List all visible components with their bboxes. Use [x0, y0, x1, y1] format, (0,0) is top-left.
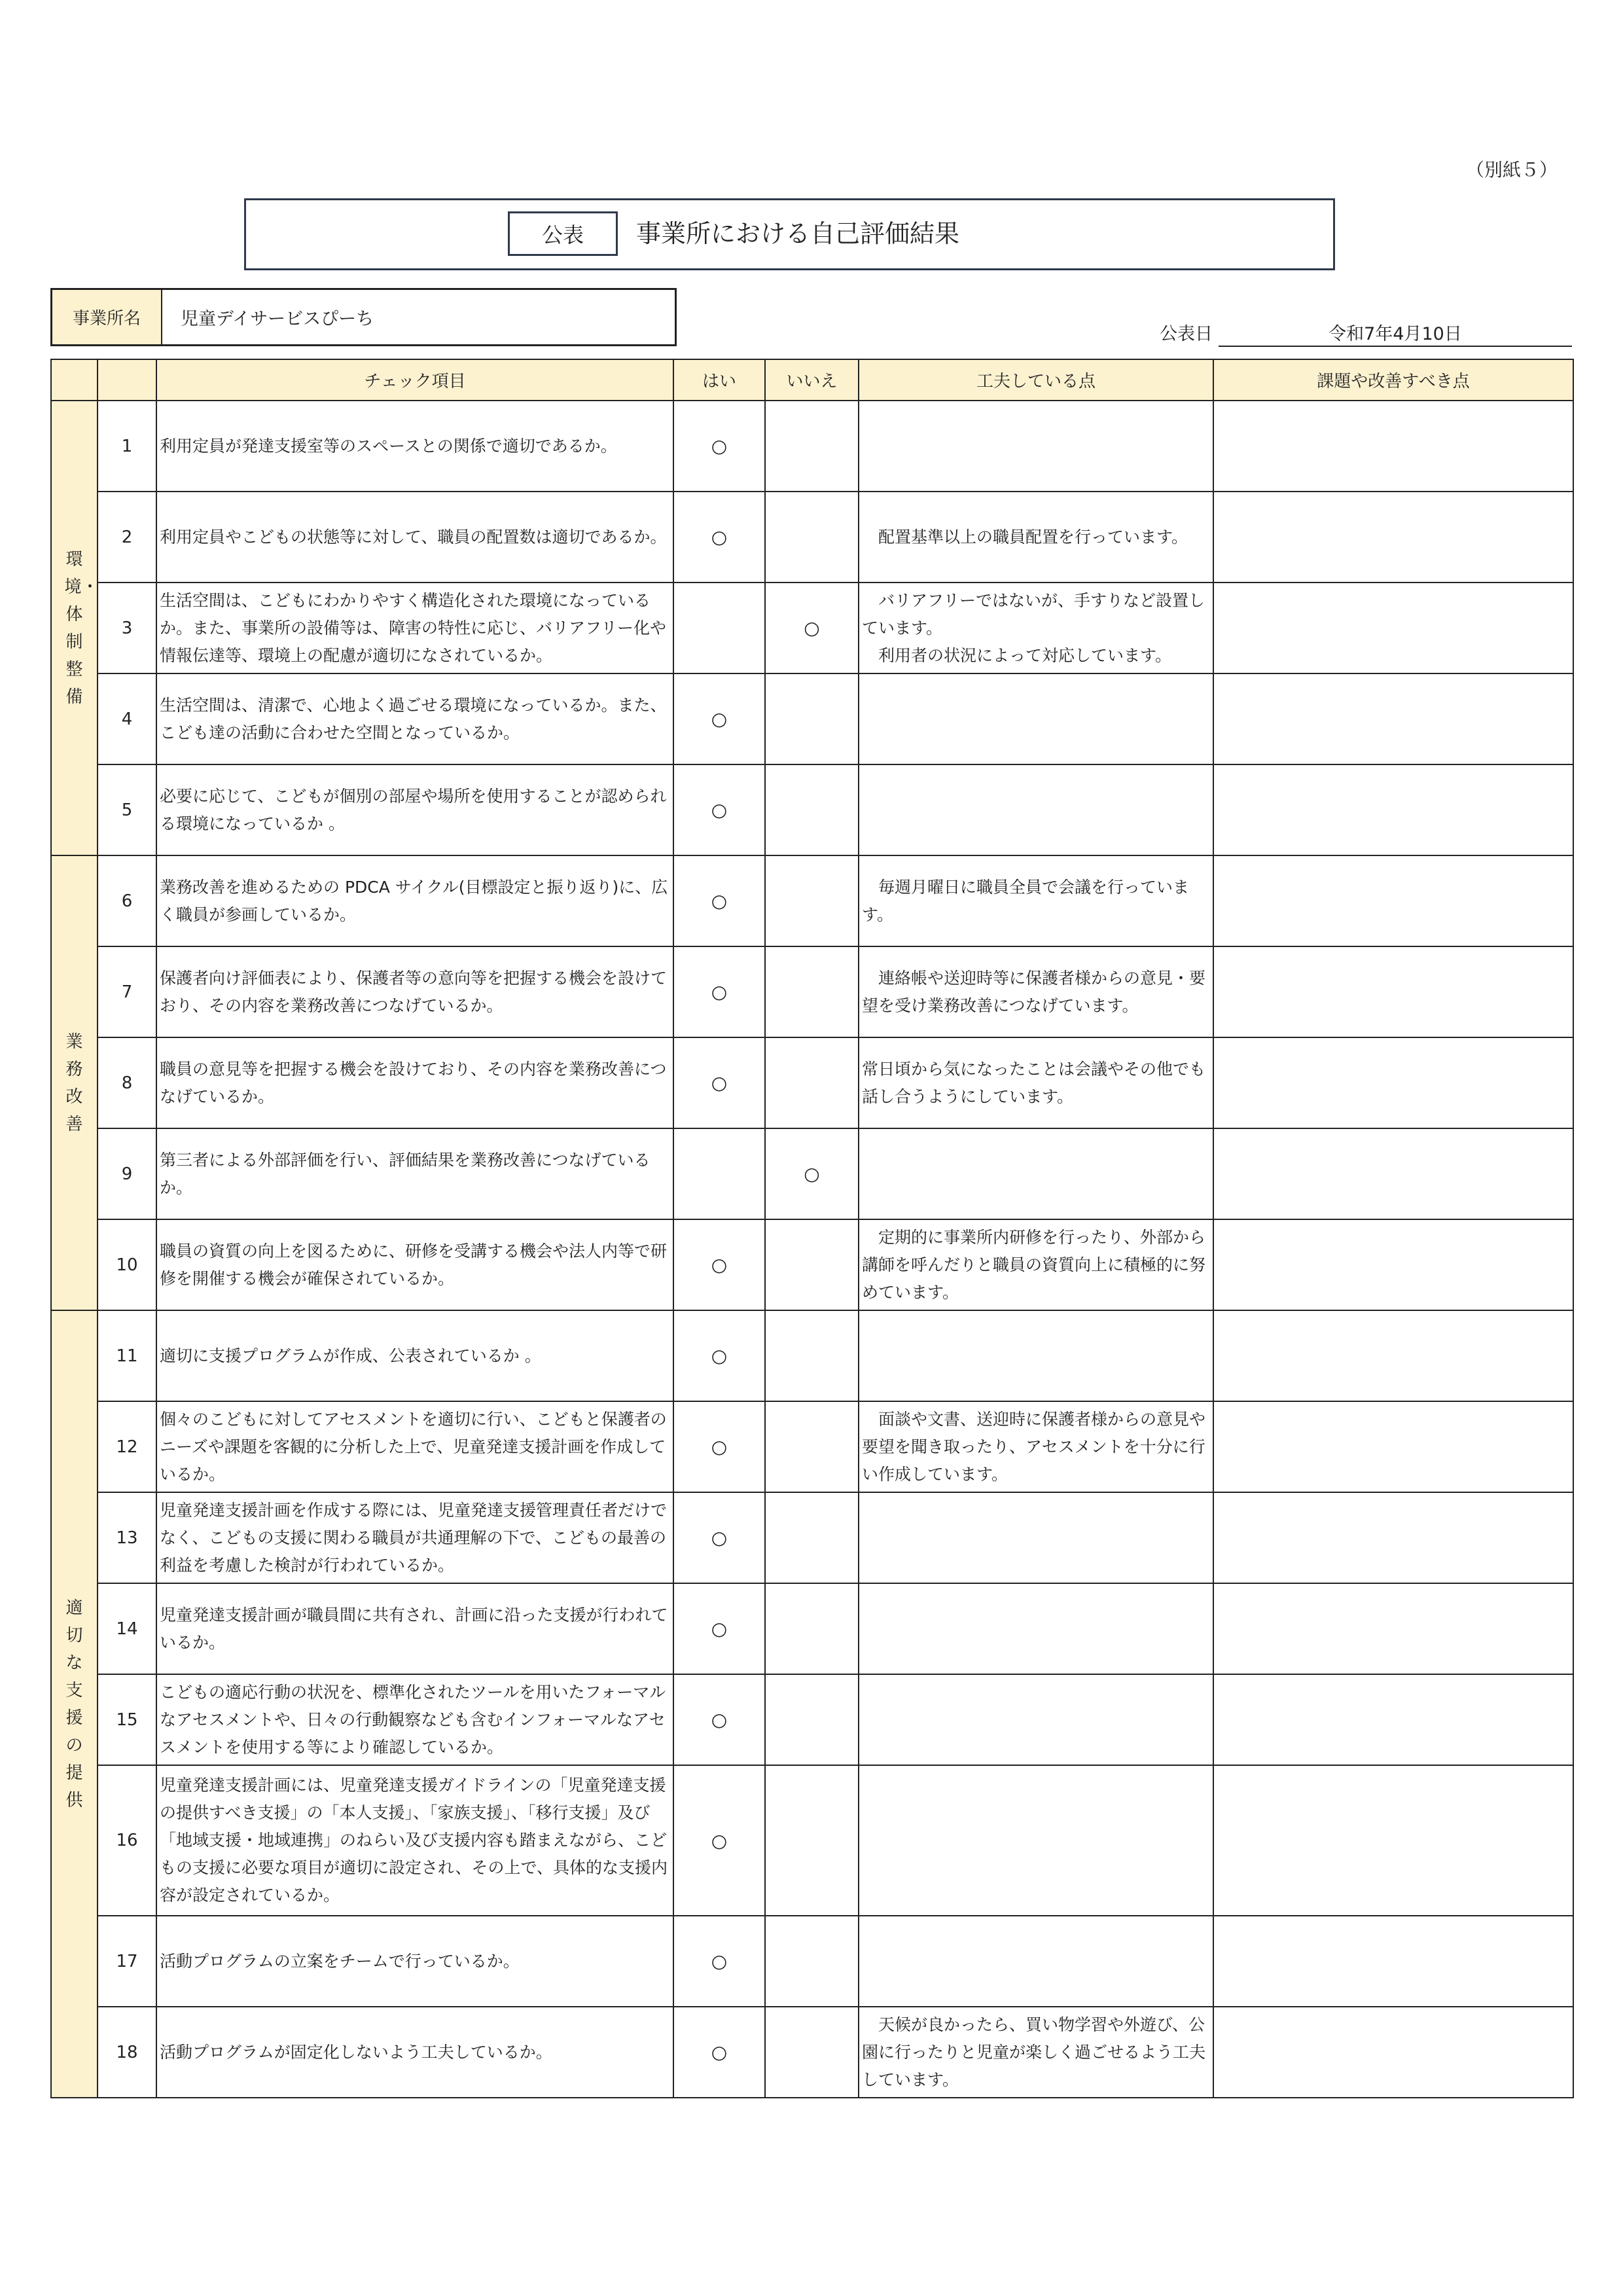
check-item-text: 必要に応じて、こどもが個別の部屋や場所を使用することが認められる環境になっているか 。 — [156, 764, 673, 855]
check-item-text: 児童発達支援計画には、児童発達支援ガイドラインの「児童発達支援の提供すべき支援」の「本人支援」、「家族支援」、「移行支援」及び「地域支援・地域連携」のねらい及び支援内容も踏まえながら、こどもの支援に必要な項目が適切に設定され、その上で、具体的な支援内容が設定されているか。 — [156, 1765, 673, 1916]
table-row — [51, 492, 1573, 583]
table-header-row — [51, 359, 1573, 401]
row-number: 3 — [98, 583, 156, 673]
office-box — [50, 288, 677, 346]
no-mark — [765, 1219, 859, 1310]
effort-text — [859, 1492, 1213, 1583]
row-number: 2 — [98, 492, 156, 583]
no-mark — [765, 1765, 859, 1916]
issue-text — [1213, 1401, 1573, 1492]
no-mark — [765, 1674, 859, 1765]
yes-mark: ○ — [673, 1401, 765, 1492]
row-number: 4 — [98, 673, 156, 764]
no-mark — [765, 946, 859, 1037]
issue-text — [1213, 1674, 1573, 1765]
header-check-item: チェック項目 — [156, 359, 673, 401]
check-item-text: 児童発達支援計画を作成する際には、児童発達支援管理責任者だけでなく、こどもの支援に関わる職員が共通理解の下で、こどもの最善の利益を考慮した検討が行われているか。 — [156, 1492, 673, 1583]
table-row — [51, 673, 1573, 764]
row-number: 9 — [98, 1128, 156, 1219]
check-item-text: 保護者向け評価表により、保護者等の意向等を把握する機会を設けており、その内容を業務改善につなげているか。 — [156, 946, 673, 1037]
no-mark — [765, 401, 859, 492]
issue-text — [1213, 1219, 1573, 1310]
effort-text — [859, 1674, 1213, 1765]
table-row — [51, 1583, 1573, 1674]
row-number: 5 — [98, 764, 156, 855]
no-mark — [765, 2007, 859, 2098]
yes-mark: ○ — [673, 1492, 765, 1583]
effort-text — [859, 1310, 1213, 1401]
table-row — [51, 1401, 1573, 1492]
yes-mark: ○ — [673, 1916, 765, 2007]
effort-text: 毎週月曜日に職員全員で会議を行っています。 — [859, 855, 1213, 946]
issue-text — [1213, 2007, 1573, 2098]
row-number: 8 — [98, 1037, 156, 1128]
table-row — [51, 1037, 1573, 1128]
publish-date-label: 公表日 — [1160, 324, 1213, 344]
check-item-text: 生活空間は、こどもにわかりやすく構造化された環境になっているか。また、事業所の設備等は、障害の特性に応じ、バリアフリー化や情報伝達等、環境上の配慮が適切になされているか。 — [156, 583, 673, 673]
no-mark — [765, 764, 859, 855]
header-yes: はい — [673, 359, 765, 401]
issue-text — [1213, 1765, 1573, 1916]
yes-mark: ○ — [673, 855, 765, 946]
category-cell — [51, 855, 98, 1310]
effort-text: 配置基準以上の職員配置を行っています。 — [859, 492, 1213, 583]
category-cell — [51, 1310, 98, 2098]
publish-date-underline — [1219, 346, 1572, 347]
office-name-value: 児童デイサービスぴーち — [181, 309, 374, 329]
issue-text — [1213, 764, 1573, 855]
row-number: 17 — [98, 1916, 156, 2007]
row-number: 13 — [98, 1492, 156, 1583]
publish-badge: 公表 — [508, 211, 618, 256]
check-item-text: 生活空間は、清潔で、心地よく過ごせる環境になっているか。また、こども達の活動に合わせた空間となっているか。 — [156, 673, 673, 764]
check-item-text: こどもの適応行動の状況を、標準化されたツールを用いたフォーマルなアセスメントや、日々の行動観察なども含むインフォーマルなアセスメントを使用する等により確認しているか。 — [156, 1674, 673, 1765]
effort-text — [859, 764, 1213, 855]
row-number: 15 — [98, 1674, 156, 1765]
effort-text: 天候が良かったら、買い物学習や外遊び、公園に行ったりと児童が楽しく過ごせるよう工夫しています。 — [859, 2007, 1213, 2098]
row-number: 18 — [98, 2007, 156, 2098]
table-row — [51, 1492, 1573, 1583]
effort-text — [859, 1765, 1213, 1916]
yes-mark: ○ — [673, 1037, 765, 1128]
issue-text — [1213, 673, 1573, 764]
row-number: 7 — [98, 946, 156, 1037]
yes-mark: ○ — [673, 1674, 765, 1765]
issue-text — [1213, 1310, 1573, 1401]
header-effort: 工夫している点 — [859, 359, 1213, 401]
issue-text — [1213, 1916, 1573, 2007]
effort-text: 常日頃から気になったことは会議やその他でも話し合うようにしています。 — [859, 1037, 1213, 1128]
check-item-text: 利用定員が発達支援室等のスペースとの関係で適切であるか。 — [156, 401, 673, 492]
category-label: 環境・体制整備 — [64, 549, 99, 707]
issue-text — [1213, 1037, 1573, 1128]
issue-text — [1213, 1492, 1573, 1583]
row-number: 6 — [98, 855, 156, 946]
effort-text: 定期的に事業所内研修を行ったり、外部から講師を呼んだりと職員の資質向上に積極的に努めています。 — [859, 1219, 1213, 1310]
no-mark — [765, 1583, 859, 1674]
table-row — [51, 2007, 1573, 2098]
check-item-text: 利用定員やこどもの状態等に対して、職員の配置数は適切であるか。 — [156, 492, 673, 583]
no-mark — [765, 1310, 859, 1401]
issue-text — [1213, 946, 1573, 1037]
yes-mark: ○ — [673, 946, 765, 1037]
effort-text — [859, 1583, 1213, 1674]
category-label: 適切な支援の提供 — [65, 1598, 83, 1810]
issue-text — [1213, 583, 1573, 673]
header-number-cell — [98, 359, 156, 401]
yes-mark: ○ — [673, 401, 765, 492]
effort-text — [859, 1128, 1213, 1219]
evaluation-table — [50, 359, 1574, 2098]
page-title: 事業所における自己評価結果 — [636, 219, 960, 248]
table-row — [51, 1128, 1573, 1219]
yes-mark — [673, 1128, 765, 1219]
annex-label: （別紙５） — [1465, 159, 1558, 181]
effort-text: 面談や文書、送迎時に保護者様からの意見や要望を聞き取ったり、アセスメントを十分に行い作成しています。 — [859, 1401, 1213, 1492]
category-cell — [51, 401, 98, 855]
yes-mark: ○ — [673, 492, 765, 583]
publish-date-value: 令和7年4月10日 — [1329, 324, 1462, 344]
row-number: 16 — [98, 1765, 156, 1916]
no-mark — [765, 1037, 859, 1128]
no-mark — [765, 1401, 859, 1492]
row-number: 14 — [98, 1583, 156, 1674]
issue-text — [1213, 492, 1573, 583]
no-mark: ○ — [765, 1128, 859, 1219]
issue-text — [1213, 1583, 1573, 1674]
check-item-text: 業務改善を進めるための PDCA サイクル(目標設定と振り返り)に、広く職員が参画しているか。 — [156, 855, 673, 946]
table-row — [51, 1310, 1573, 1401]
row-number: 10 — [98, 1219, 156, 1310]
office-name-label: 事業所名 — [52, 290, 162, 344]
yes-mark: ○ — [673, 1310, 765, 1401]
yes-mark: ○ — [673, 2007, 765, 2098]
header-no: いいえ — [765, 359, 859, 401]
yes-mark — [673, 583, 765, 673]
issue-text — [1213, 401, 1573, 492]
row-number: 11 — [98, 1310, 156, 1401]
check-item-text: 活動プログラムの立案をチームで行っているか。 — [156, 1916, 673, 2007]
no-mark — [765, 673, 859, 764]
table-row — [51, 1674, 1573, 1765]
yes-mark: ○ — [673, 1583, 765, 1674]
no-mark — [765, 492, 859, 583]
yes-mark: ○ — [673, 673, 765, 764]
check-item-text: 職員の資質の向上を図るために、研修を受講する機会や法人内等で研修を開催する機会が確保されているか。 — [156, 1219, 673, 1310]
effort-text — [859, 1916, 1213, 2007]
table-row — [51, 583, 1573, 673]
check-item-text: 職員の意見等を把握する機会を設けており、その内容を業務改善につなげているか。 — [156, 1037, 673, 1128]
no-mark — [765, 1492, 859, 1583]
check-item-text: 個々のこどもに対してアセスメントを適切に行い、こどもと保護者のニーズや課題を客観的に分析した上で、児童発達支援計画を作成しているか。 — [156, 1401, 673, 1492]
issue-text — [1213, 1128, 1573, 1219]
row-number: 1 — [98, 401, 156, 492]
yes-mark: ○ — [673, 1765, 765, 1916]
no-mark — [765, 855, 859, 946]
header-issue: 課題や改善すべき点 — [1213, 359, 1573, 401]
effort-text: バリアフリーではないが、手すりなど設置しています。 利用者の状況によって対応しています。 — [859, 583, 1213, 673]
table-row — [51, 1219, 1573, 1310]
yes-mark: ○ — [673, 1219, 765, 1310]
no-mark: ○ — [765, 583, 859, 673]
effort-text — [859, 673, 1213, 764]
table-row — [51, 1765, 1573, 1916]
no-mark — [765, 1916, 859, 2007]
row-number: 12 — [98, 1401, 156, 1492]
effort-text: 連絡帳や送迎時等に保護者様からの意見・要望を受け業務改善につなげています。 — [859, 946, 1213, 1037]
category-label: 業務改善 — [65, 1031, 83, 1134]
check-item-text: 適切に支援プログラムが作成、公表されているか 。 — [156, 1310, 673, 1401]
header-category-cell — [51, 359, 98, 401]
table-row — [51, 855, 1573, 946]
table-row — [51, 946, 1573, 1037]
table-row — [51, 764, 1573, 855]
yes-mark: ○ — [673, 764, 765, 855]
effort-text — [859, 401, 1213, 492]
check-item-text: 活動プログラムが固定化しないよう工夫しているか。 — [156, 2007, 673, 2098]
issue-text — [1213, 855, 1573, 946]
table-row — [51, 1916, 1573, 2007]
check-item-text: 第三者による外部評価を行い、評価結果を業務改善につなげているか。 — [156, 1128, 673, 1219]
check-item-text: 児童発達支援計画が職員間に共有され、計画に沿った支援が行われているか。 — [156, 1583, 673, 1674]
table-row — [51, 401, 1573, 492]
